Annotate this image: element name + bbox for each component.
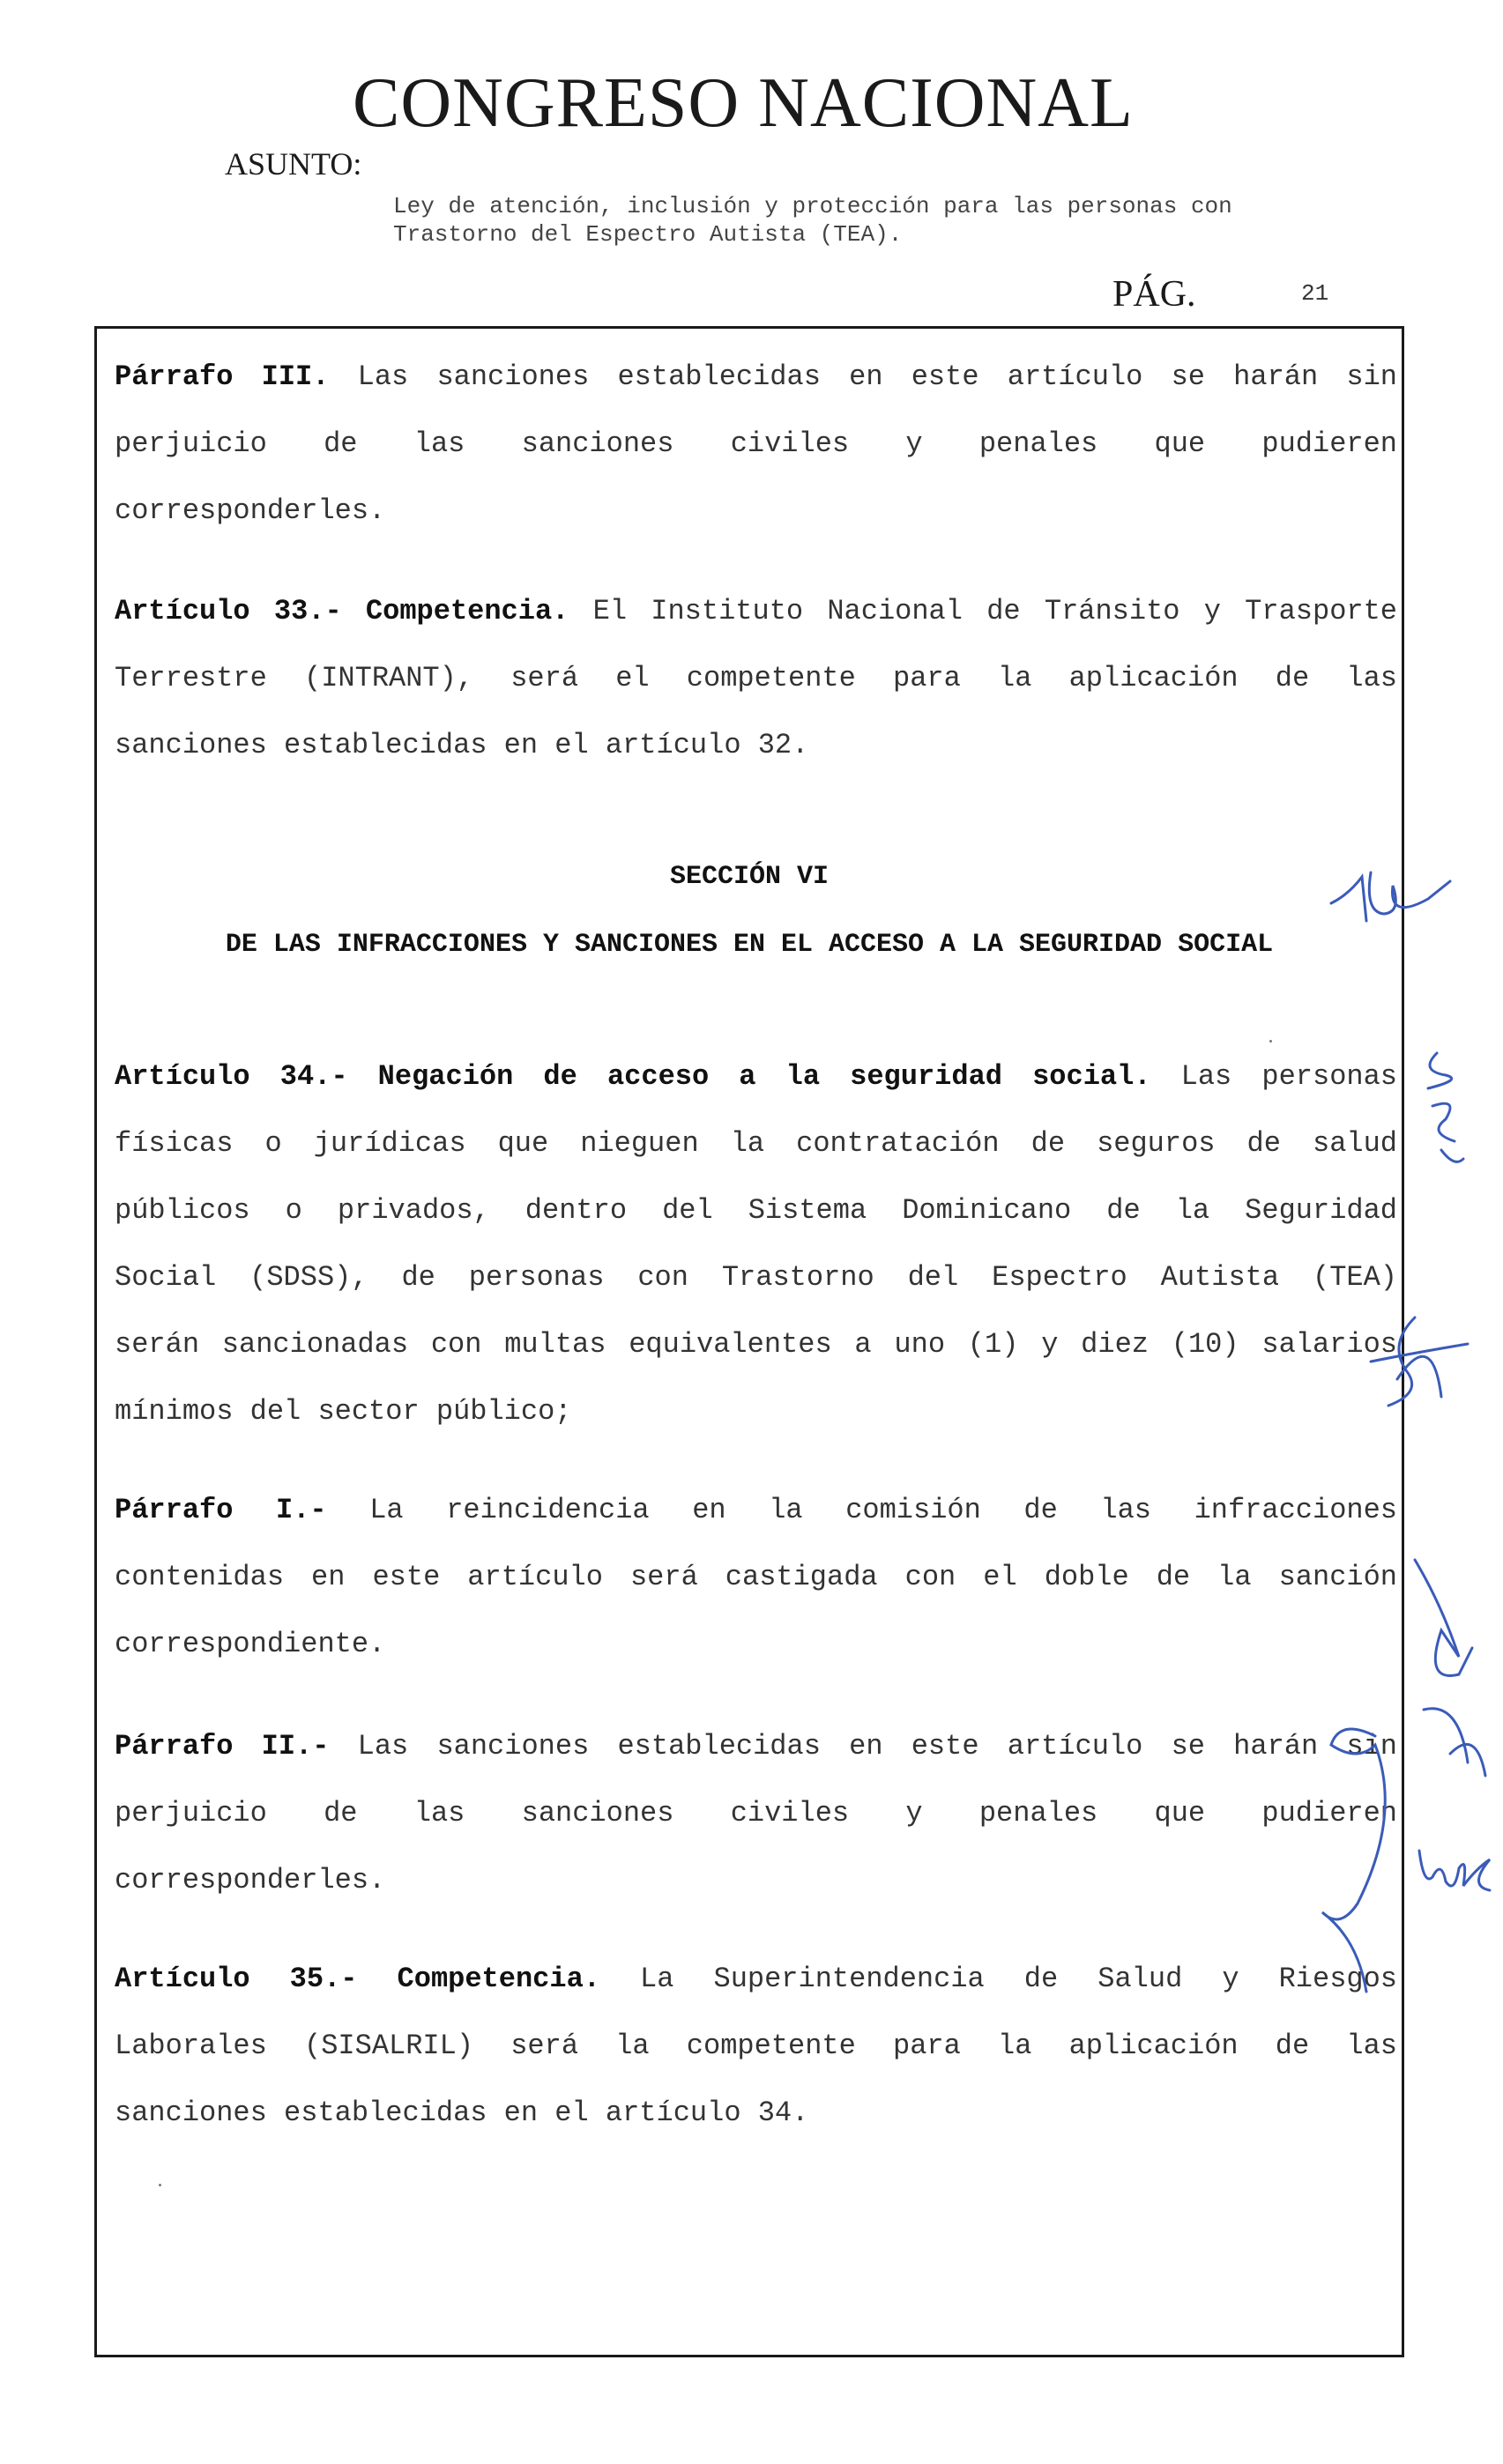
paragraph-ii-line-2: perjuicio de las sanciones civiles y penales que pudieren — [115, 1797, 1397, 1829]
handwritten-signature — [1406, 1551, 1494, 1780]
handwritten-initials-1 — [1322, 850, 1455, 947]
paragraph-iii-line-2: perjuicio de las sanciones civiles y penales que pudieren — [115, 427, 1397, 460]
paragraph-iii — [115, 344, 1397, 545]
article-35-line-1: La Superintendencia de Salud y Riesgos — [599, 1963, 1398, 1995]
article-35-label: Artículo 35.- Competencia. — [115, 1963, 600, 1995]
paragraph-i-line-3: correspondiente. — [115, 1628, 386, 1660]
paragraph-i-line-1: La reincidencia en la comisión de las infracciones — [326, 1494, 1398, 1526]
article-34-line-6: mínimos del sector público; — [115, 1395, 572, 1428]
paragraph-ii-line-3: corresponderles. — [115, 1864, 386, 1896]
article-34 — [115, 1043, 1397, 1445]
header-title: CONGRESO NACIONAL — [353, 64, 1134, 142]
article-34-line-2: físicas o jurídicas que nieguen la contratación de seguros de salud — [115, 1127, 1397, 1160]
paragraph-iii-label: Párrafo III. — [115, 360, 330, 393]
paragraph-ii-line-1: Las sanciones establecidas en este artículo se harán sin — [329, 1730, 1398, 1763]
paragraph-iii-line-1: Las sanciones establecidas en este artículo se harán sin — [329, 360, 1398, 393]
subject-text: Ley de atención, inclusión y protección para las personas con Trastorno del Espectro Autista (TEA). — [393, 193, 1232, 248]
article-34-line-3: públicos o privados, dentro del Sistema Dominicano de la Seguridad — [115, 1194, 1397, 1227]
speck — [1269, 1040, 1272, 1043]
article-33-line-3: sanciones establecidas en el artículo 32. — [115, 729, 809, 761]
article-33-line-2: Terrestre (INTRANT), será el competente para la aplicación de las — [115, 662, 1397, 694]
article-33 — [115, 578, 1397, 779]
article-35 — [115, 1946, 1397, 2147]
article-35-line-2: Laborales (SISALRIL) será la competente para la aplicación de las — [115, 2030, 1397, 2062]
paragraph-i — [115, 1477, 1397, 1678]
article-34-line-5: serán sancionadas con multas equivalentes a uno (1) y diez (10) salarios — [115, 1328, 1397, 1361]
article-33-label: Artículo 33.- Competencia. — [115, 595, 569, 627]
article-34-line-4: Social (SDSS), de personas con Trastorno del Espectro Autista (TEA) — [115, 1261, 1397, 1294]
handwritten-initials-4 — [1415, 1842, 1494, 1904]
paragraph-ii — [115, 1713, 1397, 1914]
article-34-label: Artículo 34.- Negación de acceso a la seguridad social. — [115, 1060, 1151, 1093]
paragraph-ii-label: Párrafo II.- — [115, 1730, 330, 1763]
page-label: PÁG. — [1112, 274, 1196, 315]
handwritten-initials-3 — [1353, 1309, 1477, 1423]
section-number: SECCIÓN VI — [669, 862, 830, 892]
article-33-line-1: El Instituto Nacional de Tránsito y Trasporte — [569, 595, 1398, 627]
asunto-label: ASUNTO: — [225, 146, 362, 182]
handwritten-loop — [1305, 1710, 1410, 2000]
article-35-line-3: sanciones establecidas en el artículo 34. — [115, 2097, 809, 2129]
page-number: 21 — [1301, 280, 1329, 307]
paragraph-i-line-2: contenidas en este artículo será castigada con el doble de la sanción — [115, 1561, 1397, 1593]
article-34-line-1: Las personas — [1150, 1060, 1398, 1093]
section-title: DE LAS INFRACCIONES Y SANCIONES EN EL ACCESO A LA SEGURIDAD SOCIAL — [225, 930, 1274, 960]
paragraph-iii-line-3: corresponderles. — [115, 494, 386, 527]
speck — [159, 2184, 161, 2186]
handwritten-initials-2 — [1410, 1044, 1481, 1185]
paragraph-i-label: Párrafo I.- — [115, 1494, 327, 1526]
